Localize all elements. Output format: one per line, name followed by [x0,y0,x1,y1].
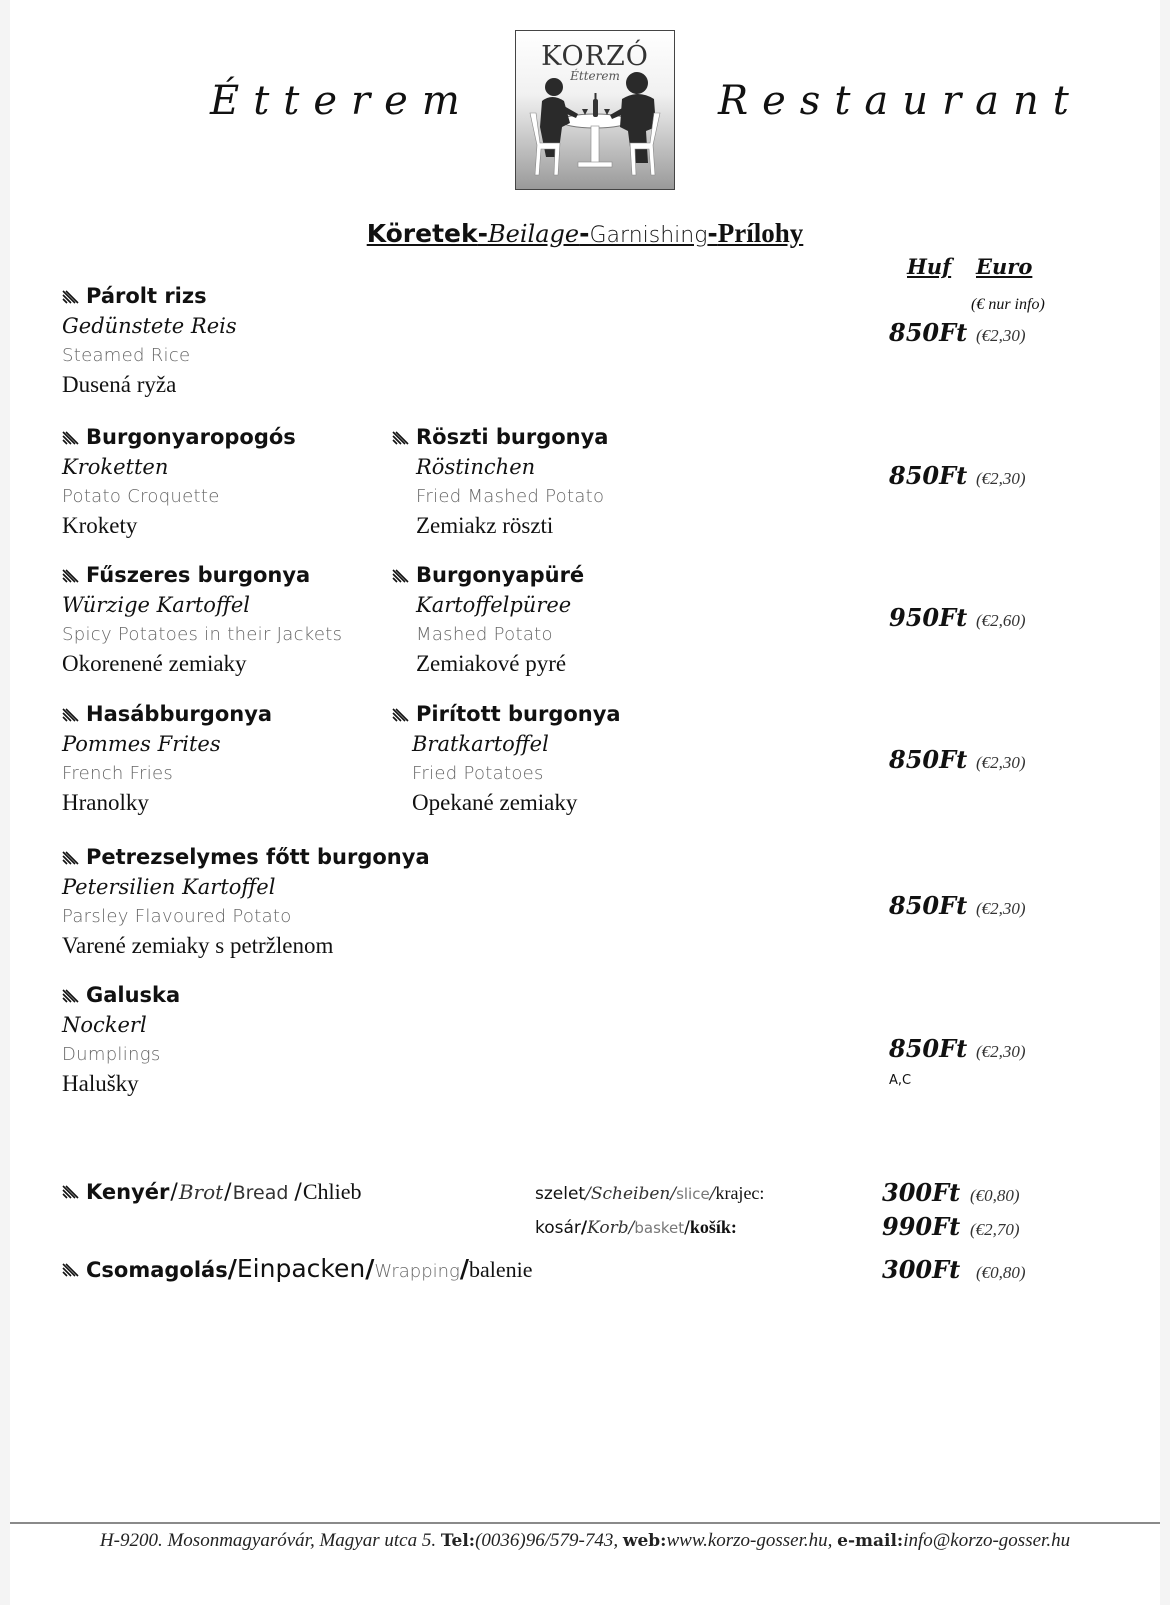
item-name-hu: Burgonyapüré [416,563,585,587]
menu-item [62,845,430,959]
menu-item [62,983,180,1097]
column-header-huf: Huf [907,254,952,279]
item-name-en: Potato Croquette [62,486,220,507]
price-huf: 850Ft [889,461,968,490]
item-name-en: Fried Mashed Potato [416,486,605,507]
bread-option-sk: košík: [689,1217,737,1237]
bullet-stripes-icon [62,849,80,865]
bread-option-sk: krajec: [715,1183,765,1203]
item-name-hu: Röszti burgonya [416,425,609,449]
item-name-sk: Dusená ryža [62,372,177,397]
header-right-word: Restaurant [718,78,1083,124]
footer-email-link[interactable]: info@korzo-gosser.hu [903,1530,1071,1551]
slash: / [294,1180,302,1205]
item-name-hu: Pirított burgonya [416,702,621,726]
price-huf: 850Ft [889,318,968,347]
footer-web-label: web: [622,1531,667,1551]
price-huf: 300Ft [882,1255,961,1284]
menu-item [392,563,584,677]
price-huf: 850Ft [889,891,968,920]
wrapping-de: Einpacken [236,1254,366,1283]
item-name-de: Gedünstete Reis [62,314,237,338]
footer-divider [10,1522,1160,1524]
footer-tel: (0036)96/579-743, [475,1530,619,1551]
item-name-en: Mashed Potato [416,624,553,645]
wrapping-sk: balenie [468,1257,533,1282]
footer-web-link[interactable]: www.korzo-gosser.hu, [666,1530,833,1551]
logo-subtitle: Étterem [570,69,620,83]
item-name-hu: Párolt rizs [86,284,207,308]
bread-option-en: basket [634,1219,685,1237]
menu-item [62,284,237,398]
slash: / [670,1184,677,1204]
section-title-en: Garnishing [589,223,708,248]
bread-option-hu: kosár [535,1218,581,1238]
bullet-stripes-icon [392,429,410,445]
bullet-stripes-icon [62,1261,80,1277]
wrapping-en: Wrapping [374,1261,460,1282]
slash: / [365,1254,375,1283]
column-header-euro: Euro [976,254,1033,279]
logo-title: KORZÓ [541,41,649,72]
price-eur: (€2,30) [976,753,1026,772]
slash: / [684,1218,690,1238]
item-name-hu: Petrezselymes főtt burgonya [86,845,430,869]
price-eur: (€2,30) [976,469,1026,488]
price-huf: 850Ft [889,745,968,774]
bullet-stripes-icon [62,706,80,722]
price-huf: 990Ft [882,1212,961,1241]
item-name-hu: Hasábburgonya [86,702,273,726]
menu-item [62,425,296,539]
slash: / [585,1184,591,1204]
menu-item [392,425,608,539]
item-name-sk: Halušky [62,1071,139,1096]
restaurant-logo [515,30,675,190]
bullet-stripes-icon [62,288,80,304]
price-eur: (€2,30) [976,1042,1026,1061]
slash: / [459,1254,469,1283]
item-name-de: Pommes Frites [62,732,221,756]
slash: / [709,1184,716,1204]
price-eur: (€2,30) [976,899,1026,918]
item-name-sk: Varené zemiaky s petržlenom [62,933,334,958]
item-name-de: Kroketten [62,455,169,479]
footer-contact [10,1530,1160,1552]
allergen-note: A,C [889,1073,912,1088]
item-name-hu: Galuska [86,983,181,1007]
bullet-stripes-icon [392,567,410,583]
price-eur: (€2,70) [970,1220,1020,1239]
section-title-hu: Köretek [366,219,478,248]
bullet-stripes-icon [62,987,80,1003]
bread-hu: Kenyér [86,1180,170,1204]
item-name-sk: Hranolky [62,790,149,815]
title-separator: - [477,219,489,248]
slash: / [227,1254,237,1283]
price-huf: 850Ft [889,1034,968,1063]
price-huf: 300Ft [882,1178,961,1207]
footer-tel-label: Tel: [440,1531,476,1551]
bread-row [62,1179,362,1205]
menu-item [392,702,621,816]
item-name-en: Parsley Flavoured Potato [62,906,292,927]
bread-de: Brot [178,1180,224,1204]
footer-address: H-9200. Mosonmagyaróvár, Magyar utca 5. [99,1530,437,1551]
price-eur: (€2,30) [976,326,1026,345]
item-name-en: Spicy Potatoes in their Jackets [62,624,343,645]
item-name-de: Kartoffelpüree [416,593,572,617]
title-separator: - [707,219,718,248]
bread-option-slice [535,1183,764,1204]
item-name-sk: Opekané zemiaky [412,790,578,815]
bread-option-basket [535,1217,737,1238]
item-name-en: Dumplings [62,1044,161,1065]
section-title-de: Beilage [488,220,580,248]
slash: / [628,1218,635,1238]
item-name-en: French Fries [62,763,174,784]
slash: / [224,1180,232,1205]
footer-email-label: e-mail: [837,1531,904,1551]
bread-en: Bread [232,1182,289,1204]
item-name-sk: Okorenené zemiaky [62,651,247,676]
section-title [10,218,1160,249]
item-name-de: Bratkartoffel [412,732,549,756]
item-name-de: Petersilien Kartoffel [62,875,276,899]
item-name-sk: Zemiakz röszti [416,513,554,538]
price-eur: (€0,80) [970,1186,1020,1205]
item-name-de: Röstinchen [416,455,536,479]
item-name-hu: Fűszeres burgonya [86,563,311,587]
bullet-stripes-icon [392,706,410,722]
item-name-sk: Krokety [62,513,138,538]
page-edge-right [1160,0,1170,1605]
price-eur: (€2,60) [976,611,1026,630]
item-name-hu: Burgonyaropogós [86,425,296,449]
euro-note: (€ nur info) [971,296,1045,313]
item-name-en: Fried Potatoes [412,763,544,784]
bread-option-en: slice [676,1185,710,1203]
header-left-word: Étterem [210,78,474,124]
bread-option-de: Scheiben [590,1184,671,1204]
bullet-stripes-icon [62,1183,80,1199]
menu-item [62,702,272,816]
menu-page [10,0,1160,1605]
bread-option-hu: szelet [535,1184,586,1204]
bullet-stripes-icon [62,429,80,445]
section-title-sk: Prílohy [717,218,804,248]
price-huf: 950Ft [889,603,968,632]
item-name-sk: Zemiakové pyré [416,651,567,676]
bread-sk: Chlieb [302,1179,362,1204]
item-name-en: Steamed Rice [62,345,191,366]
bread-option-de: Korb [587,1218,629,1238]
slash: / [580,1218,588,1238]
price-eur: (€0,80) [976,1263,1026,1282]
bullet-stripes-icon [62,567,80,583]
item-name-de: Würzige Kartoffel [62,593,250,617]
item-name-de: Nockerl [62,1013,147,1037]
title-separator: - [579,219,590,248]
slash: / [170,1180,178,1205]
menu-item [62,563,342,677]
wrapping-row [62,1254,533,1283]
wrapping-hu: Csomagolás [86,1258,228,1282]
page-edge-left [0,0,10,1605]
